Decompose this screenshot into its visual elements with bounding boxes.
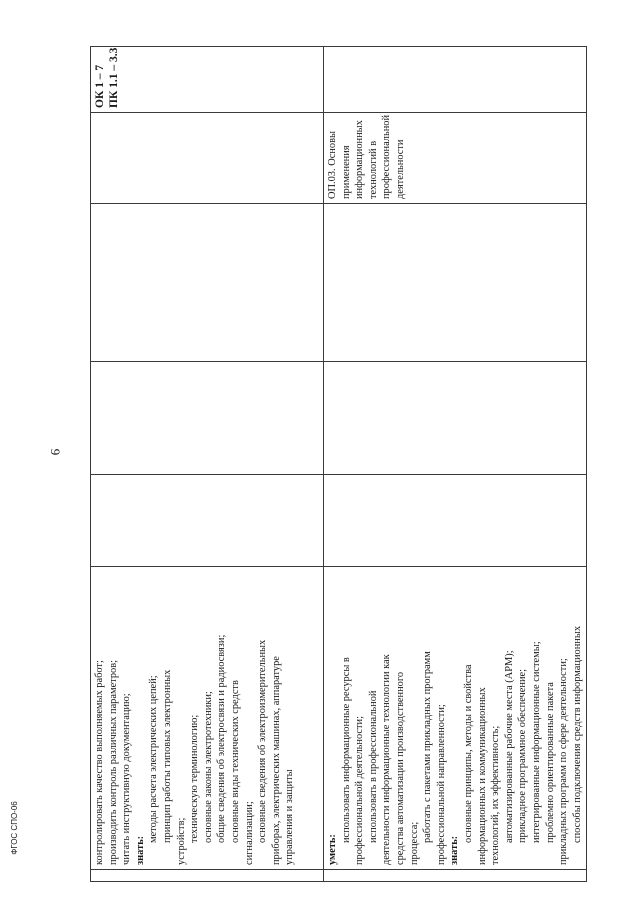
requirement-line: профессиональной деятельности; <box>354 715 366 865</box>
discipline-line: деятельности <box>394 139 406 199</box>
requirement-line: читать инструктивную документацию; <box>121 693 133 865</box>
skills-heading: уметь: <box>327 834 338 865</box>
requirement-line: использовать информационные ресурсы в <box>340 657 352 843</box>
requirement-line: автоматизированные рабочие места (АРМ); <box>503 650 515 843</box>
footer-mark: ФГОС СПО-06 <box>10 801 19 855</box>
requirements-cell <box>324 567 587 870</box>
requirement-line: техническую терминологию; <box>189 714 201 843</box>
requirement-line: технологий, их эффективность; <box>490 725 502 865</box>
requirements-cell <box>91 567 324 870</box>
empty-cell <box>91 204 324 362</box>
requirement-line: основные законы электротехники; <box>202 691 214 843</box>
requirement-line: работать с пакетами прикладных программ <box>422 651 434 843</box>
knowledge-heading: знать: <box>134 835 146 865</box>
discipline-line: применения <box>340 145 352 199</box>
requirement-line: деятельности информационные технологии как <box>381 654 393 865</box>
requirement-line: методы расчета электрических цепей; <box>148 675 160 843</box>
requirement-line: процесса; <box>408 821 420 865</box>
requirement-line: прикладных программ по сфере деятельности; <box>558 658 570 865</box>
discipline-line: профессиональной <box>381 114 393 199</box>
requirement-line: основные виды технических средств <box>229 680 241 843</box>
empty-cell <box>91 362 324 475</box>
standards-table <box>90 47 583 882</box>
requirement-line: основные сведения об электроизмерительных <box>257 639 269 843</box>
requirement-line: информационных и коммуникационных <box>476 687 488 865</box>
requirement-line: принцип работы типовых электронных <box>161 669 173 843</box>
discipline-cell <box>324 113 587 204</box>
requirement-line: основные принципы, методы и свойства <box>462 664 474 843</box>
requirement-line: производить контроль различных параметров; <box>107 659 119 865</box>
competency-cell <box>91 47 324 113</box>
requirement-line: средства автоматизации производственного <box>394 671 406 865</box>
empty-cell <box>91 475 324 567</box>
requirement-line: использовать в профессиональной <box>367 690 379 843</box>
table-row-information-technology <box>324 47 587 882</box>
requirement-line: приборах, электрических машинах, аппаратуре <box>270 656 282 865</box>
requirement-line: сигнализации; <box>243 801 255 865</box>
professional-competency: ПК 1.1 – 3.3 <box>108 47 120 108</box>
requirement-line: управления и защиты <box>284 769 296 865</box>
requirement-line: интегрированные информационные системы; <box>530 641 542 843</box>
empty-cell <box>324 362 587 475</box>
requirement-line: прикладное программное обеспечение; <box>517 668 529 843</box>
general-competency: ОК 1 – 7 <box>94 64 106 108</box>
page-number: 9 <box>48 448 63 456</box>
empty-cell <box>324 475 587 567</box>
discipline-line: ОП.03. Основы <box>327 131 338 199</box>
discipline-line: информационных <box>354 120 366 199</box>
competency-table <box>90 46 587 882</box>
table-row-electrotechnics <box>91 47 324 882</box>
requirement-line: контролировать качество выполняемых работ; <box>94 660 105 865</box>
requirement-line: общие сведения об электросвязи и радиосвязи; <box>216 634 228 843</box>
discipline-cell <box>91 113 324 204</box>
competency-cell <box>324 47 587 113</box>
requirement-line: проблемно ориентированные пакета <box>544 682 556 843</box>
requirement-line: способы подключения средств информационных <box>571 625 583 843</box>
discipline-line: технологий в <box>367 140 379 199</box>
requirement-line: профессиональной направленности; <box>435 704 447 865</box>
index-cell <box>324 870 587 882</box>
empty-cell <box>324 204 587 362</box>
index-cell <box>91 870 324 882</box>
knowledge-heading: знать: <box>449 835 461 865</box>
requirement-line: устройств; <box>175 817 187 865</box>
